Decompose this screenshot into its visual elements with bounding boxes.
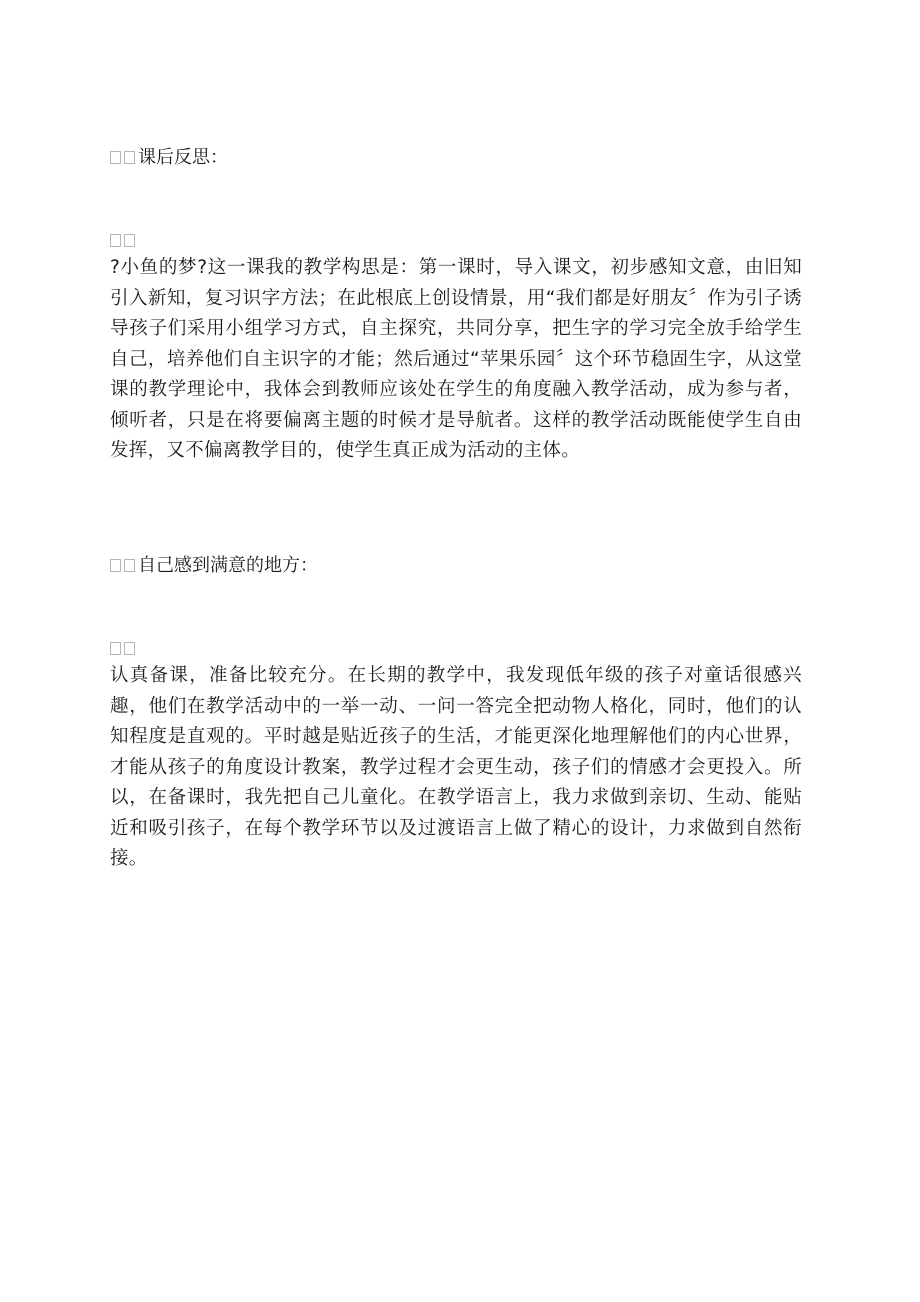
section-heading-reflection bbox=[110, 146, 228, 170]
missing-glyph-icon bbox=[110, 151, 121, 164]
heading-text: 自己感到满意的地方： bbox=[138, 555, 318, 576]
missing-glyph-icon bbox=[124, 234, 135, 247]
satisfied-paragraph: 认真备课，准备比较充分。在长期的教学中，我发现低年级的孩子对童话很感兴趣，他们在教学活动中的一举一动、一问一答完全把动物人格化，同时，他们的认知程度是直观的。平时越是贴近孩子的生活，才能更深化地理解他们的内心世界，才能从孩子的角度设计教案，教学过程才会更生动，孩子们的情感才会更投入。所以，在备课时，我先把自己儿童化。在教学语言上，我力求做到亲切、生动、能贴近和吸引孩子，在每个教学环节以及过渡语言上做了精心的设计，力求做到自然衔接。 bbox=[110, 665, 802, 869]
missing-glyph-icon bbox=[110, 642, 121, 655]
missing-glyph-icon bbox=[110, 559, 121, 572]
missing-glyph-icon bbox=[124, 642, 135, 655]
missing-glyph-icon bbox=[110, 234, 121, 247]
missing-glyph-icon bbox=[124, 559, 135, 572]
missing-glyph-icon bbox=[124, 151, 135, 164]
section-heading-satisfied bbox=[110, 554, 318, 578]
paragraph-marker bbox=[110, 230, 138, 252]
reflection-paragraph: ?小鱼的梦?这一课我的教学构思是：第一课时，导入课文，初步感知文意，由旧知引入新知，复习识字方法；在此根底上创设情景，用“我们都是好朋友〞作为引子诱导孩子们采用小组学习方式，自主探究，共同分享，把生字的学习完全放手给学生自己，培养他们自主识字的才能；然后通过“苹果乐园〞这个环节稳固生字，从这堂课的教学理论中，我体会到教师应该处在学生的角度融入教学活动，成为参与者，倾听者，只是在将要偏离主题的时候才是导航者。这样的教学活动既能使学生自由发挥，又不偏离教学目的，使学生真正成为活动的主体。 bbox=[110, 257, 802, 461]
paragraph-marker bbox=[110, 638, 138, 660]
heading-text: 课后反思： bbox=[138, 147, 228, 168]
